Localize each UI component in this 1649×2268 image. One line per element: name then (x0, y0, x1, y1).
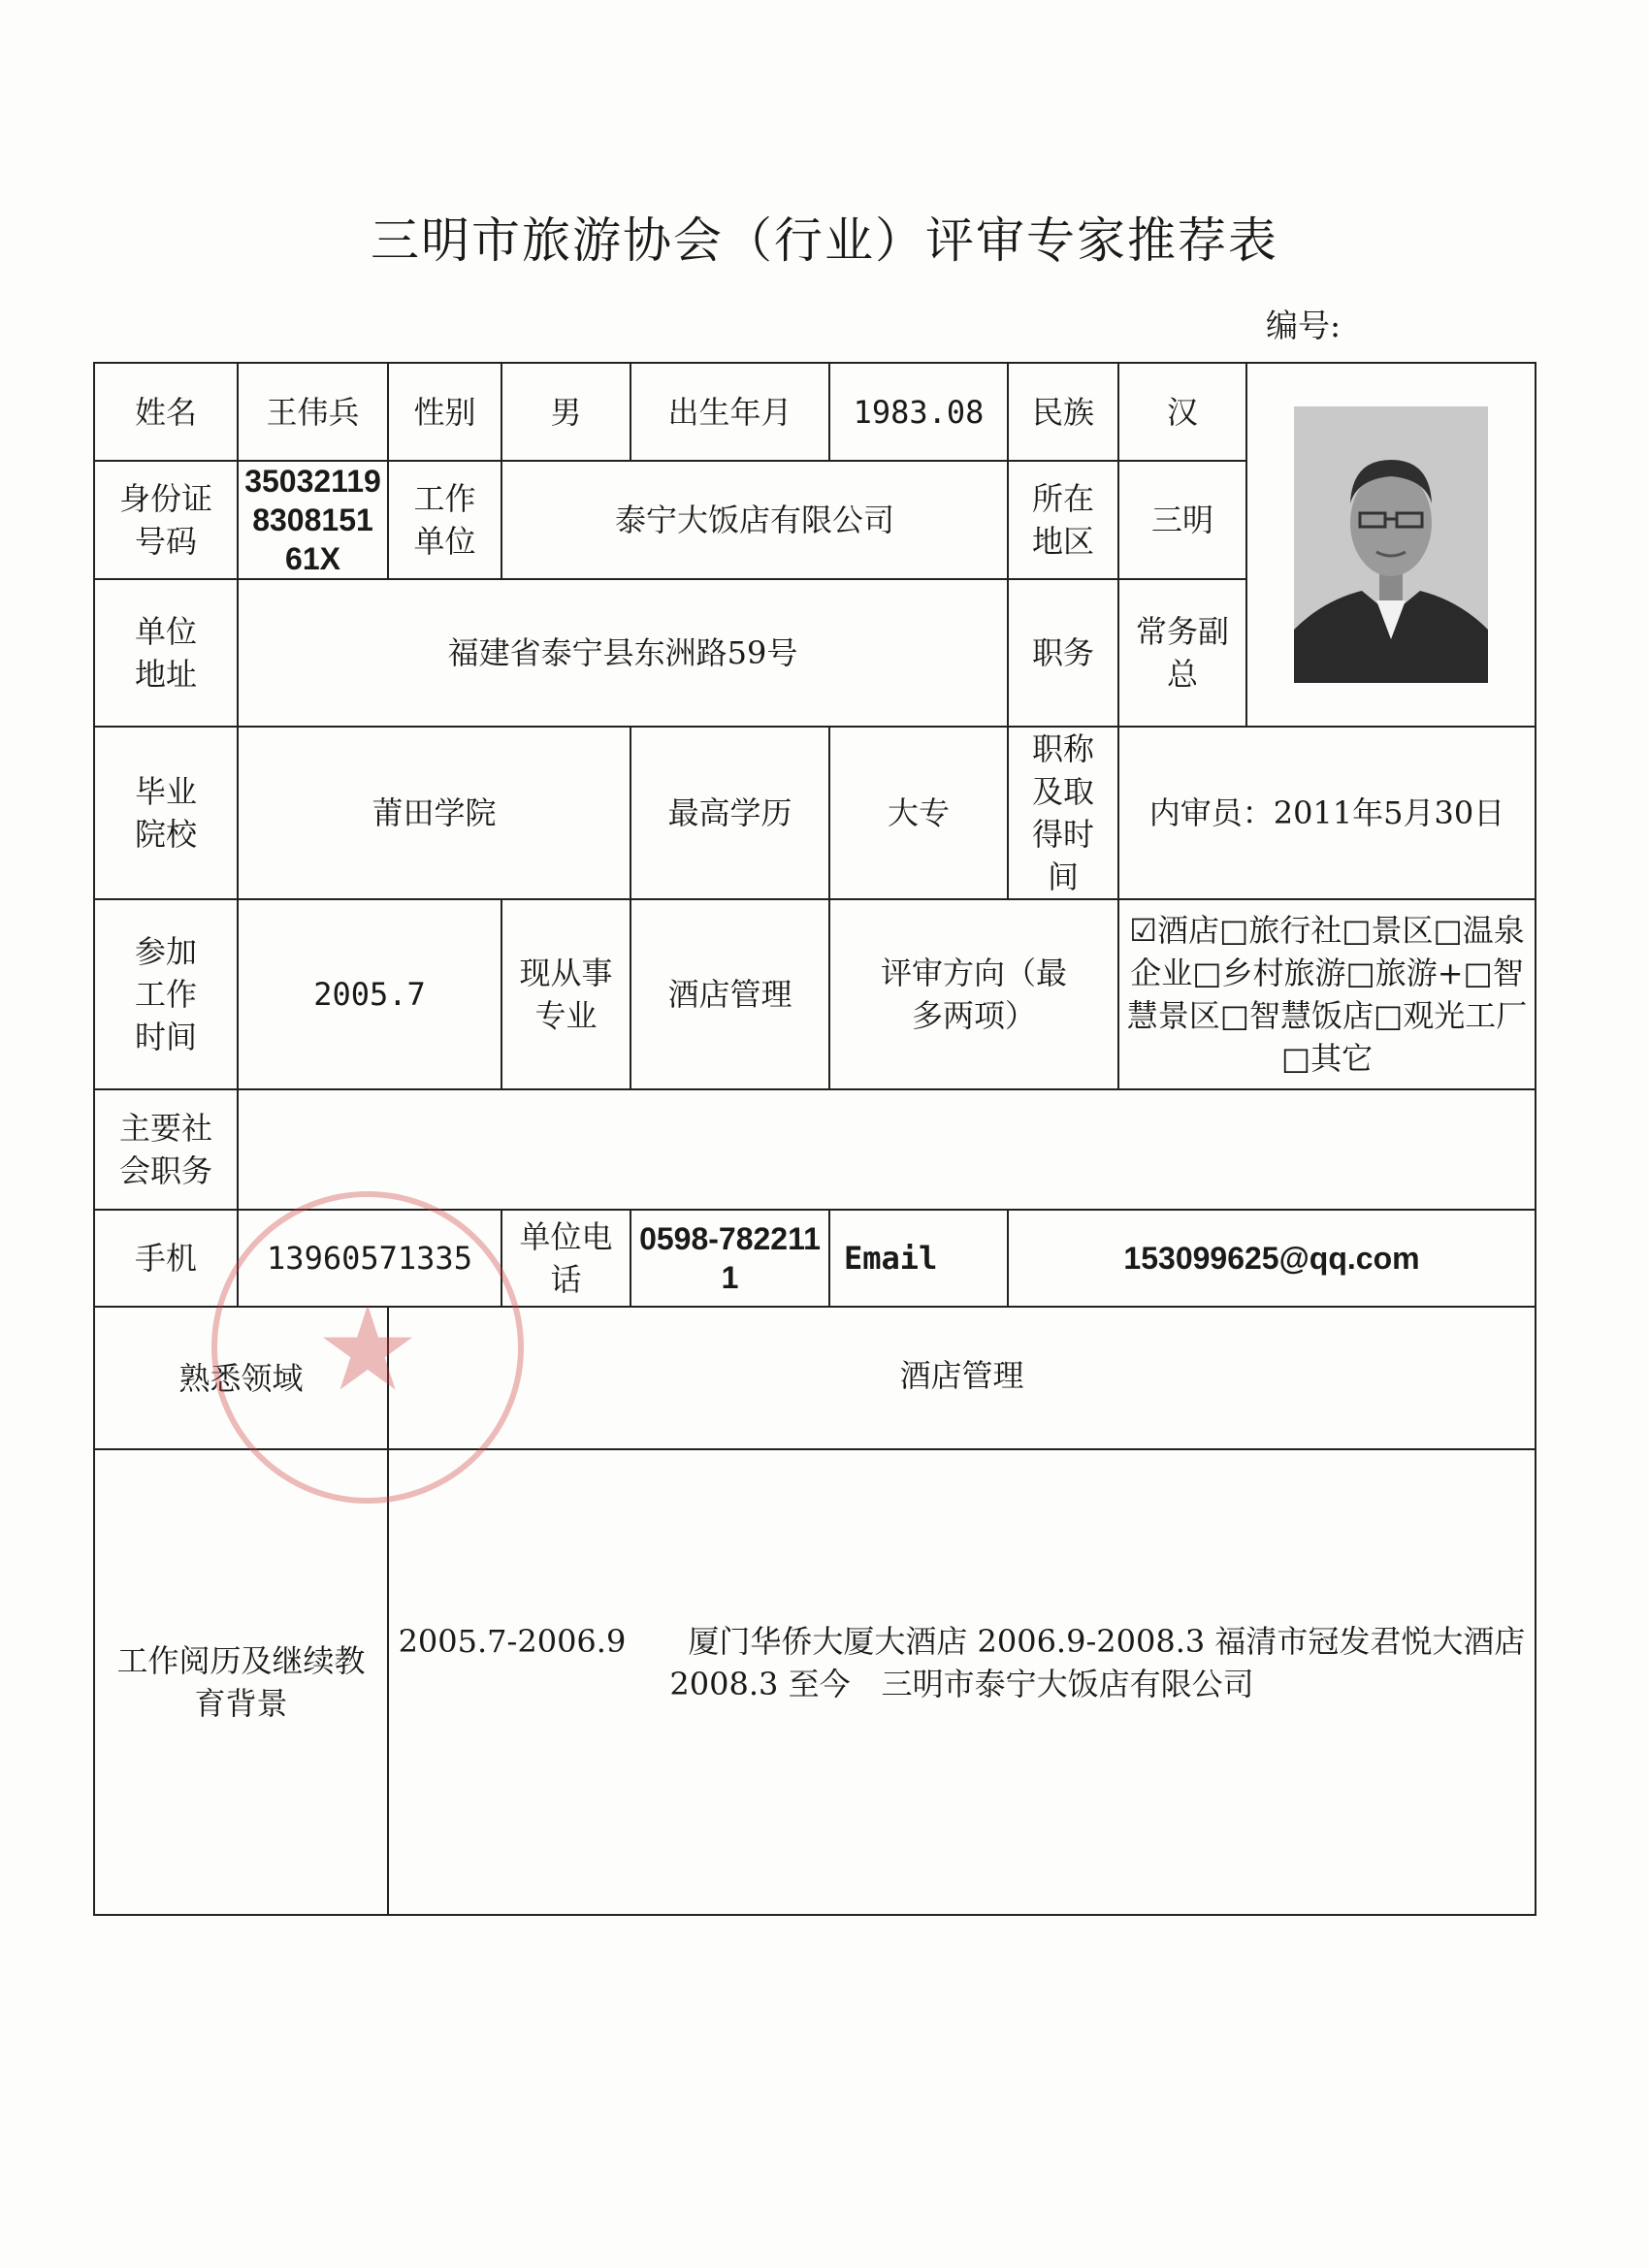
history-label: 工作阅历及继续教育背景 (94, 1449, 388, 1915)
red-star-seal-icon: ★ (211, 1191, 524, 1504)
region-value: 三明 (1118, 461, 1246, 579)
form-row-social (94, 1089, 1536, 1210)
name-label: 姓名 (94, 363, 238, 461)
history-line-1: 2005.7-2006.9 厦门华侨大厦大酒店 2006.9-2008.3 福清市冠发君悦大酒店 (398, 1623, 1526, 1660)
birth-value: 1983.08 (829, 363, 1008, 461)
history-line-2: 2008.3 至今 三明市泰宁大饭店有限公司 (669, 1666, 1254, 1702)
gender-label: 性别 (388, 363, 501, 461)
name-value: 王伟兵 (238, 363, 388, 461)
email-value: 153099625@qq.com (1008, 1210, 1536, 1307)
education-label: 最高学历 (630, 727, 829, 899)
birth-label: 出生年月 (630, 363, 829, 461)
direction-label: 评审方向（最多两项） (829, 899, 1118, 1089)
email-label: Email (829, 1210, 1008, 1307)
photo-cell (1246, 363, 1536, 727)
address-label: 单位地址 (94, 579, 238, 727)
phone-value: 0598-7822111 (630, 1210, 829, 1307)
work-start-value: 2005.7 (238, 899, 501, 1089)
school-value: 莆田学院 (238, 727, 630, 899)
social-label: 主要社会职务 (94, 1089, 238, 1210)
employer-label: 工作单位 (388, 461, 501, 579)
mobile-value: 13960571335 (238, 1210, 501, 1307)
form-row-history (94, 1449, 1536, 1915)
position-label: 职务 (1008, 579, 1118, 727)
work-start-label: 参加工作时间 (94, 899, 238, 1089)
direction-options: ☑酒店□旅行社□景区□温泉企业□乡村旅游□旅游+□智慧景区□智慧饭店□观光工厂□其它 (1118, 899, 1536, 1089)
ethnicity-label: 民族 (1008, 363, 1118, 461)
profession-label: 现从事专业 (501, 899, 630, 1089)
form-row-field (94, 1307, 1536, 1449)
social-value (238, 1089, 1536, 1210)
gender-value: 男 (501, 363, 630, 461)
id-value: 35032119830815161X (238, 461, 388, 579)
school-label: 毕业院校 (94, 727, 238, 899)
mobile-label: 手机 (94, 1210, 238, 1307)
profession-value: 酒店管理 (630, 899, 829, 1089)
history-cell (388, 1449, 1536, 1915)
phone-label: 单位电话 (501, 1210, 630, 1307)
employer-value: 泰宁大饭店有限公司 (501, 461, 1008, 579)
form-row-contact (94, 1210, 1536, 1307)
form-row-education (94, 727, 1536, 899)
id-label: 身份证号码 (94, 461, 238, 579)
field-value: 酒店管理 (388, 1307, 1536, 1449)
field-label: 熟悉领域 (94, 1307, 388, 1449)
portrait-photo-icon (1294, 406, 1488, 683)
form-row-work (94, 899, 1536, 1089)
recommendation-form-table (93, 362, 1536, 1916)
education-value: 大专 (829, 727, 1008, 899)
ethnicity-value: 汉 (1118, 363, 1246, 461)
form-row-basic-info (94, 363, 1536, 461)
position-value: 常务副总 (1118, 579, 1246, 727)
region-label: 所在地区 (1008, 461, 1118, 579)
title-value: 内审员：2011年5月30日 (1118, 727, 1536, 899)
page-title: 三明市旅游协会（行业）评审专家推荐表 (371, 212, 1278, 269)
serial-number-label: 编号: (1266, 307, 1342, 344)
title-label: 职称及取得时间 (1008, 727, 1118, 899)
address-value: 福建省泰宁县东洲路59号 (238, 579, 1008, 727)
